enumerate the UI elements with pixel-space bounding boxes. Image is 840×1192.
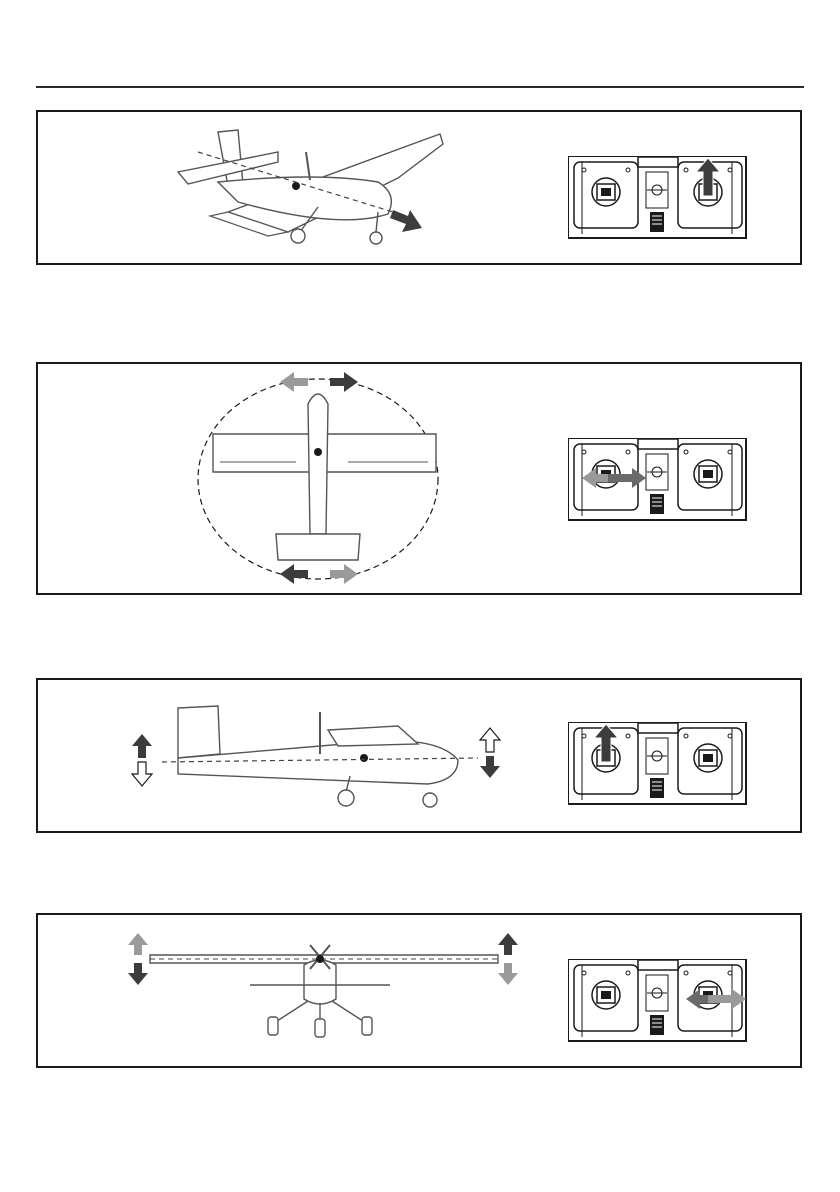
roll-arrow-down-left-icon (128, 963, 148, 985)
panel-elevator (36, 678, 802, 833)
transmitter-aileron (568, 959, 748, 1043)
yaw-arrow-right-bottom-icon (330, 564, 358, 584)
transmitter-elevator (568, 722, 748, 806)
panel-throttle (36, 110, 802, 265)
yaw-arrow-right-top-icon (330, 372, 358, 392)
transmitter-throttle (568, 156, 748, 240)
header-rule (36, 86, 804, 88)
panel-rudder (36, 362, 802, 595)
pitch-arrow-down-tail-icon (132, 762, 152, 786)
pitch-arrow-down-nose-icon (480, 756, 500, 778)
roll-arrow-down-right-icon (498, 963, 518, 985)
yaw-arrow-left-bottom-icon (280, 564, 308, 584)
pitch-arrow-up-tail-icon (132, 734, 152, 758)
yaw-arrow-left-top-icon (280, 372, 308, 392)
roll-arrow-up-right-icon (498, 933, 518, 955)
panel-aileron (36, 913, 802, 1068)
transmitter-rudder (568, 438, 748, 522)
forward-arrow-icon (390, 210, 422, 232)
roll-arrow-up-left-icon (128, 933, 148, 955)
pitch-arrow-up-nose-icon (480, 728, 500, 752)
